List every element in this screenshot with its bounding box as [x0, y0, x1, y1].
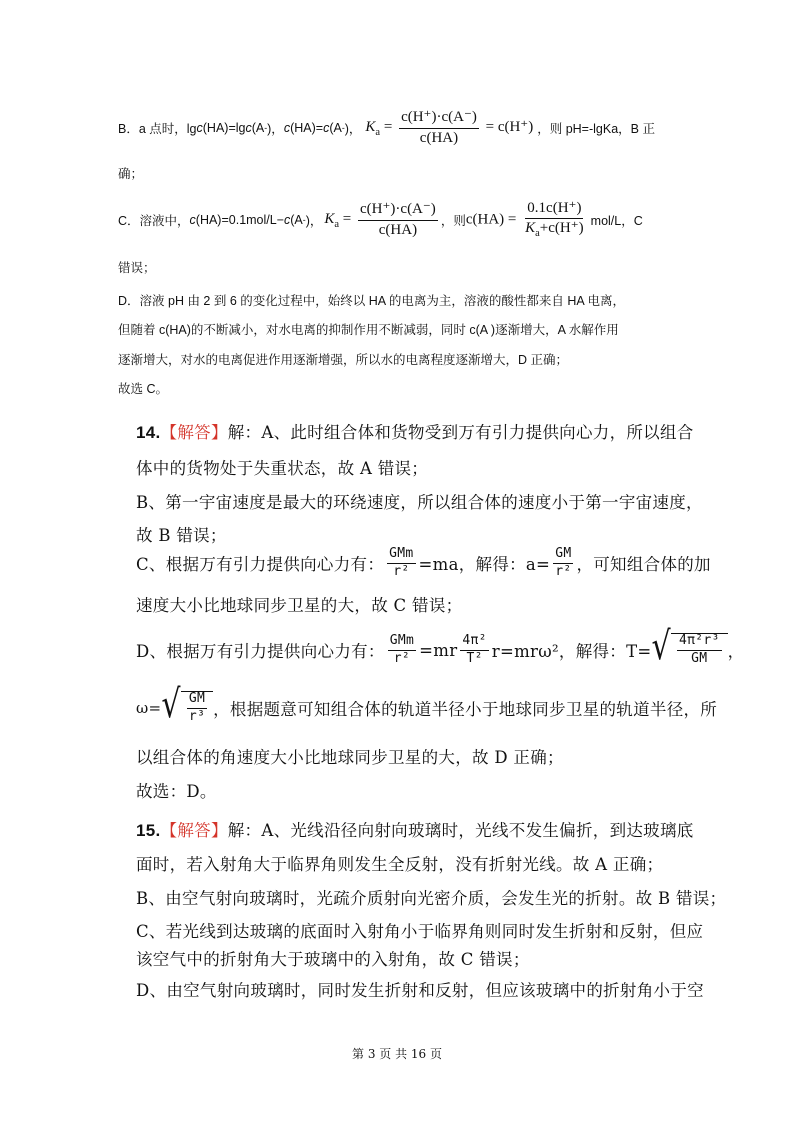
- q14-line3: B、第一宇宙速度是最大的环绕速度，所以组合体的速度小于第一宇宙速度，: [136, 493, 703, 512]
- fraction-denominator: T²: [466, 650, 483, 666]
- text-frag: (HA)=0.1mol/L−: [195, 213, 285, 227]
- q15-text: 解：A、光线沿径向射向玻璃时，光线不发生偏折，到达玻璃底: [227, 821, 694, 840]
- fraction-denominator: r³: [188, 709, 206, 724]
- var-c: c: [283, 121, 291, 135]
- var-c: c: [323, 121, 330, 135]
- fraction: [399, 109, 479, 147]
- fraction-denominator: r²: [393, 563, 410, 579]
- ka-symbol: K: [365, 119, 376, 136]
- ka-subscript: a: [375, 127, 381, 139]
- q15-line4: C、若光线到达玻璃的底面时入射角小于临界角则同时发生折射和反射，但应: [136, 922, 704, 941]
- sqrt-icon: √: [651, 624, 671, 670]
- text-frag: ，则: [440, 214, 466, 228]
- formula-ka-b: [365, 109, 533, 147]
- fraction-denominator: GM: [691, 651, 708, 666]
- q14-line8: [136, 682, 717, 734]
- q15-line1: [136, 817, 694, 841]
- fraction-denominator: r²: [393, 650, 411, 666]
- var-c: c: [284, 213, 291, 227]
- text-frag: (A: [251, 121, 265, 135]
- q14-line7: [136, 620, 744, 680]
- fraction-numerator: 4π²r³: [677, 634, 722, 651]
- option-d-line3: 逐渐增大，对水的电离促进作用逐渐增强，所以水的电离程度逐渐增大，D 正确；: [118, 353, 569, 367]
- q14-line10: 故选：D。: [136, 782, 217, 801]
- text-frag: (A: [290, 213, 303, 227]
- formula-rhs: = c(H⁺): [485, 119, 534, 136]
- text-frag: (HA)=lg: [202, 121, 246, 135]
- sqrt: [161, 682, 213, 728]
- option-b-line1: [118, 108, 655, 148]
- fraction-numerator: c(H⁺)·c(A⁻): [399, 109, 479, 128]
- fraction-numerator: GMm: [388, 634, 416, 651]
- fraction: [553, 547, 573, 580]
- q15-line6: D、由空气射向玻璃时，同时发生折射和反射，但应该玻璃中的折射角小于空: [136, 981, 704, 1000]
- q14-line4: 故 B 错误；: [136, 526, 227, 545]
- ka-symbol: K: [525, 220, 536, 237]
- fraction: [460, 634, 488, 667]
- fraction-denominator: c(HA): [419, 129, 459, 146]
- fraction-numerator: GM: [187, 692, 207, 709]
- q14-text: 解：A、此时组合体和货物受到万有引力提供向心力，所以组合: [227, 423, 694, 442]
- answer-tag: 【解答】: [160, 821, 228, 840]
- q14-text: D、根据万有引力提供向心力有：: [136, 642, 385, 661]
- text-frag: (A: [329, 121, 342, 135]
- q14-text: ，: [727, 642, 745, 661]
- answer-tag: 【解答】: [160, 423, 228, 442]
- q15-line5: 该空气中的折射角大于玻璃中的入射角，故 C 错误；: [136, 950, 530, 969]
- q14-line2: 体中的货物处于失重状态，故 A 错误；: [136, 459, 429, 478]
- text-frag: )，: [305, 214, 323, 228]
- q14-text: ，可知组合体的加: [576, 555, 711, 574]
- q14-text: =ma，解得：a=: [418, 555, 551, 574]
- fraction-numerator: 0.1c(H⁺): [525, 200, 583, 219]
- text-frag: (HA)=: [290, 121, 324, 135]
- q14-line5: [136, 540, 711, 586]
- q15-line3: B、由空气射向玻璃时，光疏介质射向光密介质，会发生光的折射。故 B 错误；: [136, 889, 727, 908]
- fraction-numerator: GMm: [387, 547, 415, 564]
- option-c-text: C．溶液中，: [118, 214, 190, 228]
- option-c-conclusion: mol/L，C: [590, 214, 643, 228]
- fraction: [523, 200, 586, 240]
- var-c: c: [196, 121, 203, 135]
- formula-cha: [466, 200, 589, 240]
- text-frag: )，: [267, 122, 284, 136]
- q14-text: =mr: [419, 640, 458, 660]
- var-c: c: [189, 213, 196, 227]
- q15-line2: 面时，若入射角大于临界角则发生全反射，没有折射光线。故 A 正确；: [136, 855, 664, 874]
- fraction: [677, 634, 722, 667]
- fraction-denominator: r²: [555, 563, 572, 579]
- question-number: 14.: [136, 423, 161, 442]
- sqrt: [651, 624, 728, 670]
- sqrt-icon: √: [161, 682, 181, 728]
- minus-sup: -: [302, 215, 306, 225]
- q14-text: ，根据题意可知组合体的轨道半径小于地球同步卫星的轨道半径，所: [213, 700, 718, 719]
- q14-text: ω=: [136, 699, 162, 717]
- ka-subscript: a: [334, 219, 340, 231]
- option-b-text: B．a 点时，lg: [118, 122, 197, 136]
- var-c: c: [245, 121, 252, 135]
- ka-subscript: a: [535, 228, 540, 240]
- formula-ka-c: [324, 201, 440, 239]
- fraction-numerator: c(H⁺)·c(A⁻): [358, 201, 438, 220]
- fraction-numerator: 4π²: [460, 634, 488, 651]
- option-b-line2: 确；: [118, 167, 144, 181]
- fraction-denominator: c(HA): [378, 221, 418, 238]
- fraction: [358, 201, 438, 239]
- fraction-numerator: GM: [553, 547, 573, 564]
- equals-sign: =: [342, 211, 352, 228]
- option-c-line2: 错误；: [118, 261, 156, 275]
- q14-line9: 以组合体的角速度大小比地球同步卫星的大，故 D 正确；: [136, 748, 564, 767]
- fraction: [187, 692, 207, 725]
- fraction: [388, 634, 416, 667]
- q14-text: r=mrω²，解得：T=: [491, 642, 652, 661]
- q14-line6: 速度大小比地球同步卫星的大，故 C 错误；: [136, 596, 463, 615]
- minus-sup: -: [341, 123, 345, 133]
- formula-lhs: c(HA) =: [465, 211, 517, 228]
- text-frag: )，: [344, 122, 362, 136]
- question-number: 15.: [136, 821, 161, 840]
- option-d-line1: D．溶液 pH 由 2 到 6 的变化过程中，始终以 HA 的电离为主，溶液的酸性都来自 HA 电离，: [118, 294, 625, 308]
- page-footer: 第 3 页 共 16 页: [352, 1047, 442, 1061]
- q14-line1: [136, 419, 694, 443]
- fraction: [387, 547, 415, 580]
- option-b-conclusion: ，则 pH=-lgKa，B 正: [537, 122, 655, 136]
- equals-sign: =: [383, 119, 393, 136]
- text-frag: +c(H⁺): [539, 220, 584, 237]
- ka-symbol: K: [324, 211, 335, 228]
- fraction-denominator: [523, 219, 586, 240]
- q14-text: C、根据万有引力提供向心力有：: [136, 555, 385, 574]
- option-d-line4: 故选 C。: [118, 382, 169, 396]
- minus-sup: -: [264, 123, 268, 133]
- option-c-line1: [118, 198, 643, 242]
- option-d-line2: 但随着 c(HA)的不断减小，对水电离的抑制作用不断减弱，同时 c(A )逐渐增大，A 水解作用: [118, 323, 619, 337]
